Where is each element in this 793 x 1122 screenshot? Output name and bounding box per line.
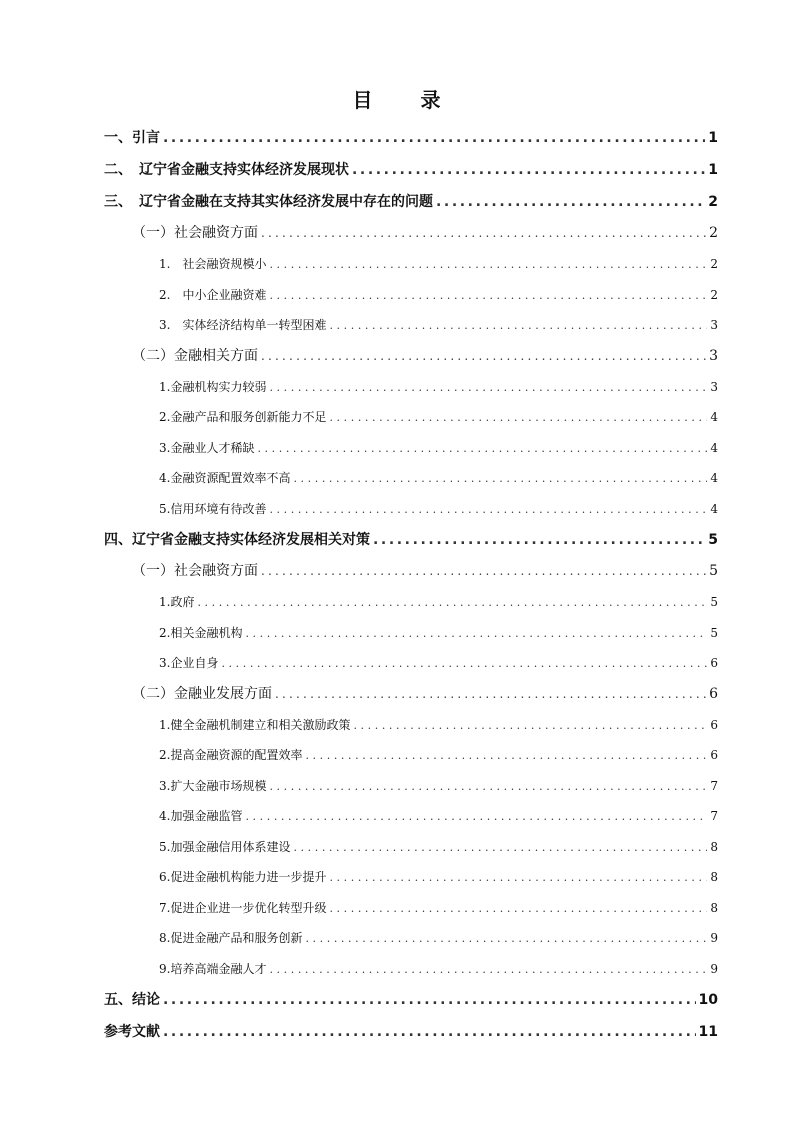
toc-page-number: 6 (709, 685, 718, 702)
toc-page-number: 9 (710, 931, 718, 945)
toc-entry-label: （一）社会融资方面 (132, 225, 258, 241)
toc-entry-item[interactable] (104, 372, 718, 403)
toc-page-number: 5 (710, 625, 718, 640)
toc-entry-label: 1.政府 (159, 595, 195, 609)
toc-page-number: 3 (710, 318, 718, 332)
dot-leader (373, 525, 705, 556)
toc-entry-item[interactable] (104, 618, 718, 649)
dot-leader (269, 772, 707, 802)
dot-leader (436, 187, 705, 218)
dot-leader (261, 218, 706, 249)
toc-entry-countermeasures[interactable] (104, 525, 718, 556)
toc-page-number: 4 (710, 501, 718, 516)
toc-page-number: 9 (710, 961, 718, 976)
toc-page-number: 5 (708, 532, 718, 548)
toc-page-number: 2 (710, 287, 718, 302)
toc-entry-item[interactable] (104, 310, 718, 341)
toc-page-number: 1 (708, 130, 718, 146)
dot-leader (257, 434, 707, 464)
toc-entry-label: 1.健全金融机制建立和相关激励政策 (159, 717, 351, 732)
toc-entry-references[interactable] (104, 1017, 718, 1048)
toc-page-number: 6 (710, 717, 718, 732)
dot-leader (269, 495, 707, 525)
toc-page-number: 11 (698, 1024, 718, 1040)
toc-entry-item[interactable] (104, 832, 718, 863)
dot-leader (329, 403, 707, 433)
toc-entry-label: 3.企业自身 (159, 656, 219, 670)
dot-leader (221, 649, 707, 679)
dot-leader (245, 802, 707, 832)
toc-entry-social-financing[interactable] (104, 218, 718, 249)
toc-entry-item[interactable] (104, 648, 718, 679)
toc-entry-label: （二）金融相关方面 (132, 347, 258, 364)
toc-entry-finance-development[interactable] (104, 679, 718, 710)
dot-leader (353, 711, 707, 741)
toc-entry-label: 7.促进企业进一步优化转型升级 (159, 900, 327, 915)
toc-entry-label: 6.促进金融机构能力进一步提升 (159, 870, 327, 884)
toc-entry-finance-related[interactable] (104, 341, 718, 372)
toc-page-number: 10 (698, 992, 718, 1008)
dot-leader (163, 123, 705, 154)
toc-entry-item[interactable] (104, 494, 718, 525)
dot-leader (305, 924, 707, 954)
toc-entry-introduction[interactable] (104, 123, 718, 154)
dot-leader (245, 619, 707, 649)
toc-entry-label: 5.信用环境有待改善 (159, 501, 267, 516)
dot-leader (163, 1017, 696, 1048)
toc-entry-social-financing[interactable] (104, 556, 718, 587)
toc-page-number: 6 (710, 748, 718, 762)
toc-entry-label: 2.相关金融机构 (159, 625, 243, 640)
dot-leader (329, 311, 707, 341)
toc-entry-item[interactable] (104, 801, 718, 832)
toc-page-number: 7 (710, 809, 718, 823)
dot-leader (261, 556, 706, 587)
toc-entry-label: 四、辽宁省金融支持实体经济发展相关对策 (104, 532, 370, 548)
toc-page-number: 8 (710, 900, 718, 915)
toc-entry-item[interactable] (104, 587, 718, 618)
toc-page-number: 8 (710, 870, 718, 884)
toc-entry-problems[interactable] (104, 187, 718, 218)
toc-entry-current-status[interactable] (104, 155, 718, 186)
dot-leader (275, 679, 706, 710)
toc-page-number: 7 (710, 778, 718, 793)
dot-leader (197, 588, 707, 618)
toc-entry-item[interactable] (104, 954, 718, 985)
toc-entry-label: 4.金融资源配置效率不高 (159, 471, 291, 485)
dot-leader (352, 155, 705, 186)
dot-leader (305, 741, 707, 771)
dot-leader (293, 833, 707, 863)
toc-entry-label: 三、 辽宁省金融在支持其实体经济发展中存在的问题 (104, 194, 433, 210)
toc-entry-label: 5.加强金融信用体系建设 (159, 839, 291, 854)
dot-leader (269, 955, 707, 985)
toc-entry-label: 9.培养高端金融人才 (159, 961, 267, 976)
dot-leader (269, 250, 707, 280)
toc-page-number: 5 (710, 595, 718, 609)
dot-leader (163, 985, 696, 1016)
toc-entry-label: 8.促进金融产品和服务创新 (159, 931, 303, 945)
toc-entry-label: （二）金融业发展方面 (132, 685, 272, 702)
toc-page-number: 5 (709, 563, 718, 579)
toc-page-number: 3 (709, 347, 718, 364)
dot-leader (329, 894, 707, 924)
toc-page-number: 8 (710, 839, 718, 854)
dot-leader (269, 373, 707, 403)
toc-page-number: 1 (708, 162, 718, 178)
toc-entry-label: 4.加强金融监管 (159, 809, 243, 823)
toc-page-number: 6 (710, 656, 718, 670)
dot-leader (269, 281, 707, 311)
toc-entry-item[interactable] (104, 771, 718, 802)
toc-page-number: 2 (710, 257, 718, 271)
toc-entry-label: 参考文献 (104, 1024, 160, 1040)
toc-page-number: 2 (708, 194, 718, 210)
toc-entry-item[interactable] (104, 893, 718, 924)
toc-entry-label: 1.金融机构实力较弱 (159, 379, 267, 394)
toc-page-number: 3 (710, 379, 718, 394)
dot-leader (261, 341, 706, 372)
toc-entry-label: 2.金融产品和服务创新能力不足 (159, 410, 327, 424)
toc-entry-label: 五、结论 (104, 992, 160, 1008)
table-of-contents (104, 122, 718, 1048)
toc-entry-item[interactable] (104, 280, 718, 311)
toc-entry-label: （一）社会融资方面 (132, 563, 258, 579)
dot-leader (329, 863, 707, 893)
toc-entry-item[interactable] (104, 710, 718, 741)
toc-entry-conclusion[interactable] (104, 985, 718, 1016)
toc-page-number: 2 (709, 225, 718, 241)
toc-entry-item[interactable] (104, 249, 718, 280)
toc-entry-item[interactable] (104, 862, 718, 893)
toc-title: 目 录 (352, 88, 455, 112)
toc-entry-label: 2.提高金融资源的配置效率 (159, 748, 303, 762)
toc-entry-item[interactable] (104, 463, 718, 494)
toc-entry-label: 二、 辽宁省金融支持实体经济发展现状 (104, 162, 349, 178)
toc-entry-item[interactable] (104, 402, 718, 433)
toc-entry-label: 3.扩大金融市场规模 (159, 778, 267, 793)
toc-page-number: 4 (710, 440, 718, 455)
toc-entry-label: 2. 中小企业融资难 (159, 287, 267, 302)
toc-entry-item[interactable] (104, 923, 718, 954)
toc-page-number: 4 (710, 410, 718, 424)
toc-page-number: 4 (710, 471, 718, 485)
toc-entry-label: 1. 社会融资规模小 (159, 257, 267, 271)
toc-entry-item[interactable] (104, 433, 718, 464)
toc-entry-label: 3.金融业人才稀缺 (159, 440, 255, 455)
toc-entry-label: 3. 实体经济结构单一转型困难 (159, 318, 327, 332)
toc-entry-label: 一、引言 (104, 130, 160, 146)
toc-entry-item[interactable] (104, 740, 718, 771)
dot-leader (293, 464, 707, 494)
